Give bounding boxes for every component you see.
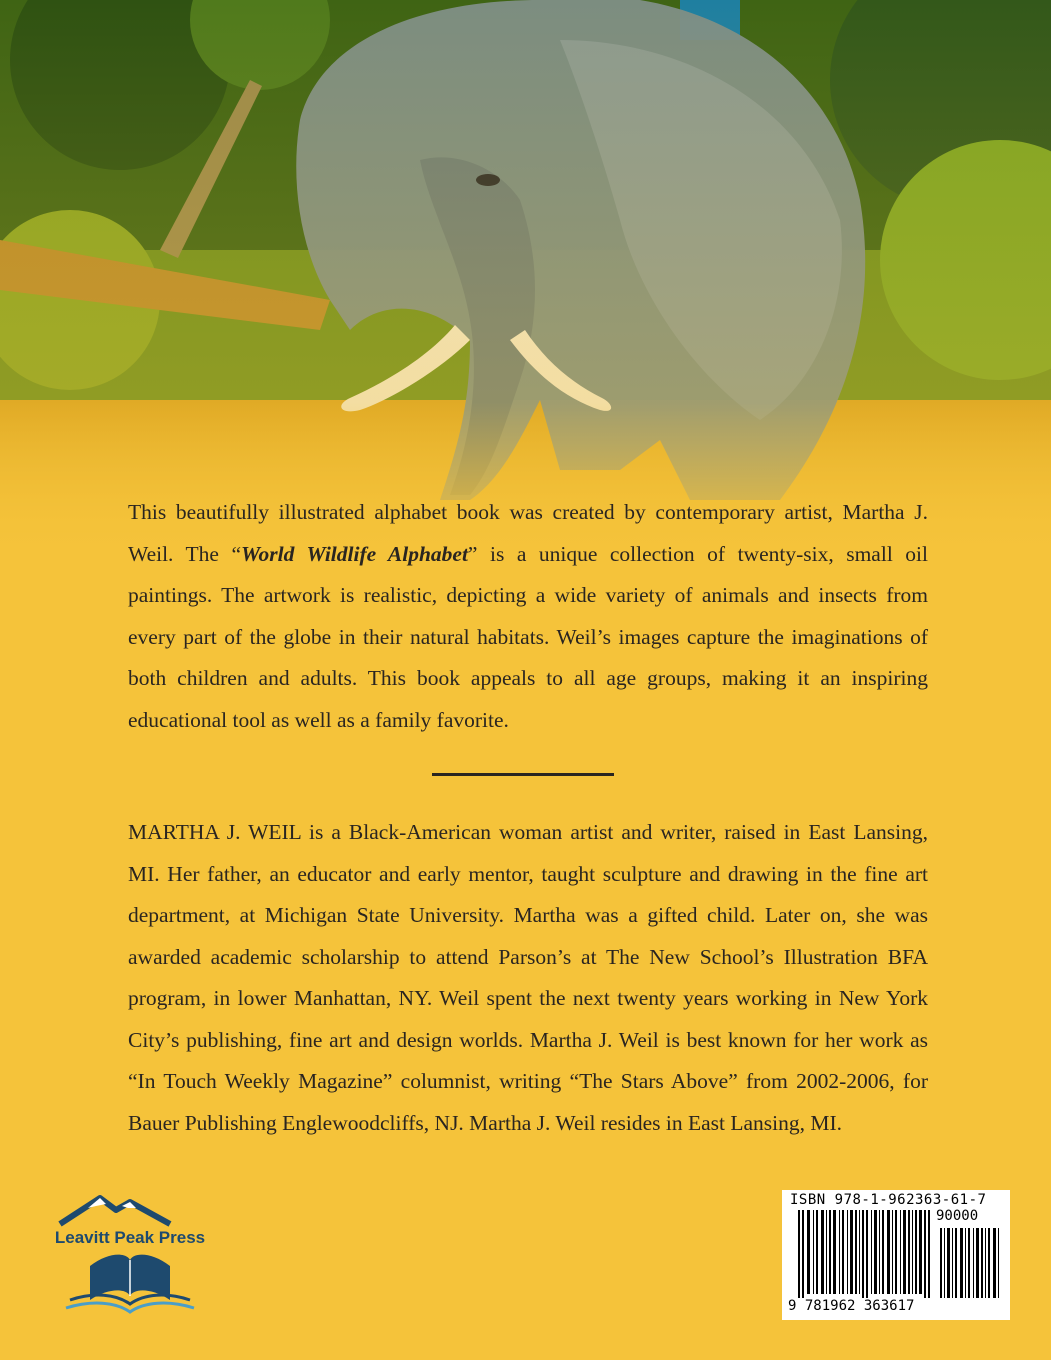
isbn-label: ISBN 978-1-962363-61-7	[790, 1192, 987, 1208]
publisher-logo	[30, 1190, 230, 1320]
elephant-painting	[0, 0, 1051, 560]
price-addon: 90000	[936, 1208, 979, 1224]
description-part-1: This beautifully illustrated alphabet book was created by contemporary artist, Martha J. Weil. The “	[128, 500, 928, 566]
book-description	[128, 492, 928, 741]
isbn-barcode	[782, 1190, 1010, 1320]
book-title: World Wildlife Alphabet	[241, 541, 468, 566]
description-part-2: ” is a unique collection of twenty-six, small oil paintings. The artwork is realistic, depicting a wide variety of animals and insects from every part of the globe in their natural habitats. Weil’s images capture the imaginations of both children and adults. This book appeals to all age groups, making it an inspiring educational tool as well as a family favorite.	[128, 541, 928, 732]
publisher-name: Leavitt Peak Press	[54, 1228, 206, 1247]
section-divider	[432, 773, 614, 776]
ean-digits: 9 781962 363617	[788, 1298, 915, 1314]
author-bio: MARTHA J. WEIL is a Black-American woman artist and writer, raised in East Lansing, MI. Her father, an educator and early mentor, taught sculpture and drawing in the fine art department, at Michigan State University. Martha was a gifted child. Later on, she was awarded academic scholarship to attend Parson’s at The New School’s Illustration BFA program, in lower Manhattan, NY. Weil spent the next twenty years working in New York City’s publishing, fine art and design worlds. Martha J. Weil is best known for her work as “In Touch Weekly Magazine” columnist, writing “The Stars Above” from 2002-2006, for Bauer Publishing Englewoodcliffs, NJ. Martha J. Weil resides in East Lansing, MI.	[128, 820, 928, 1135]
mountain-book-icon	[30, 1190, 230, 1320]
